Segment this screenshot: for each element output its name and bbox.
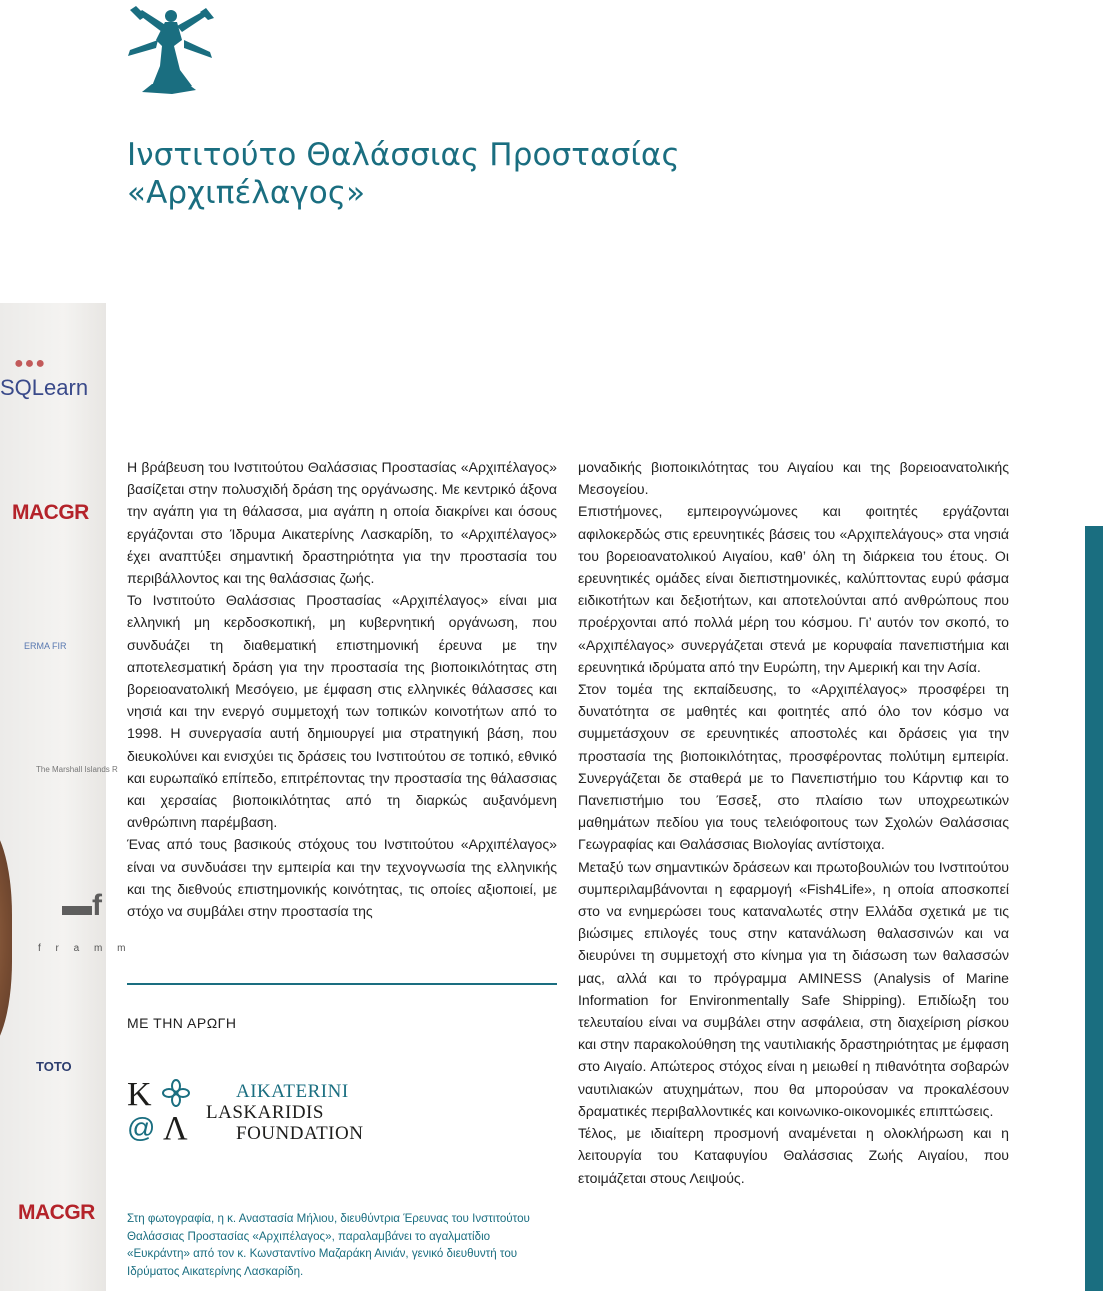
right-column [578, 456, 1009, 1189]
sponsor-fr-text: f r a m m [38, 943, 132, 954]
divider [127, 983, 557, 985]
paragraph: Επιστήμονες, εμπειρογνώμονες και φοιτητές εργάζονται αφιλοκερδώς στις ερευνητικές βάσεις του «Αρχιπελάγους» στα νησιά του βορειοανατολικού Αιγαίου, καθ’ όλη τη διάρκεια του έτους. Οι ερευνητικές ομάδες είναι διεπιστημονικές, καλύπτοντας ευρύ φάσμα ειδικοτήτων και δεξιοτήτων, και αποτελούνται από ανθρώπους που προέρχονται από πολλά μέρη του κόσμου. Γι’ αυτόν τον σκοπό, το «Αρχιπέλαγος» συνεργάζεται στενά με κορυφαία πανεπιστήμια και ερευνητικά ιδρύματα από την Ευρώπη, την Αμερική και την Ασία. [578, 503, 1009, 675]
paragraph: Η βράβευση του Ινστιτούτου Θαλάσσιας Προστασίας «Αρχιπέλαγος» βασίζεται στην πολυσχιδή δράση της οργάνωσης. Με κεντρικό άξονα την αγάπη για τη θάλασσα, μια αγάπη η οποία διακρίνει και όσους εργάζονται στο Ίδρυμα Αικατερίνης Λασκαρίδη, το «Αρχιπέλαγος» έχει αναπτύξει σημαντική δραστηριότητα για την προστασία του περιβάλλοντος και της θαλάσσιας ζωής. [127, 459, 557, 587]
foundation-line-1: AIKATERINI [236, 1081, 349, 1102]
page-title [127, 136, 680, 212]
sponsor-erma: ERMA FIR [24, 641, 67, 651]
sponsor-macgregor-top: MACGR [12, 501, 89, 524]
sponsor-marshall: The Marshall Islands R [36, 765, 118, 774]
monogram-at: @ [127, 1112, 156, 1143]
sponsor-sqlearn: SQLearn [0, 375, 89, 400]
sponsor-fr-logo-icon: ▬f [62, 889, 102, 922]
title-line-2: «Αρχιπέλαγος» [127, 175, 366, 211]
left-column [127, 456, 557, 922]
sponsor-macgregor-bottom: MACGR [18, 1201, 95, 1224]
monogram-k: Κ [127, 1076, 152, 1113]
flower-icon [161, 1078, 191, 1108]
paragraph: Στον τομέα της εκπαίδευσης, το «Αρχιπέλαγος» προσφέρει τη δυνατότητα σε μαθητές και φοιτητές από όλο τον κόσμο να συμμετάσχουν σε ερευνητικές αποστολές και δράσεις για την προστασία της βιοποικιλότητας, προσφέροντας πολύτιμη εμπειρία. Συνεργάζεται δε σταθερά με το Πανεπιστήμιο του Κάρντιφ και το Πανεπιστήμιο του Έσσεξ, στο πλαίσιο των υποχρεωτικών μαθημάτων πεδίου για τους τελειόφοιτους των Σχολών Θαλάσσιας Γεωγραφίας και Θαλάσσιας Βιολογίας αντίστοιχα. [578, 681, 1009, 853]
title-line-1: Ινστιτούτο Θαλάσσιας Προστασίας [127, 137, 680, 173]
paragraph: Το Ινστιτούτο Θαλάσσιας Προστασίας «Αρχιπέλαγος» είναι μια ελληνική μη κερδοσκοπική, μη κυβερνητική οργάνωση, που συνδυάζει τη διαθεματική επιστημονική έρευνα με την αποτελεσματική δράση για την προστασία της βιοποικιλότητας στη βορειοανατολική Μεσόγειο, με έμφαση στις ελληνικές θάλασσες και νησιά και την ενεργό συμμετοχή των τοπικών κοινοτήτων από το 1998. Η συνεργασία αυτή δημιουργεί μια στρατηγική βάση, που διευκολύνει και ενισχύει τις δράσεις του Ινστιτούτου σε τοπικό, εθνικό και ευρωπαϊκό επίπεδο, επιτρέποντας την προστασία της θάλασσιας και χερσαίας βιοποικιλότητας από τη διαρκώς αυξανόμενη ανθρώπινη παρέμβαση. [127, 592, 557, 831]
photo-caption: Στη φωτογραφία, η κ. Αναστασία Μήλιου, διευθύντρια Έρευνας του Ινστιτούτου Θαλάσσιας Προστασίας «Αρχιπέλαγος», παραλαμβάνει το αγαλματίδιο «Ευκράντη» από τον κ. Κωνσταντίνο Μαζαράκη Αινιάν, γενικό διευθυντή του Ιδρύματος Αικατερίνης Λασκαρίδη. [127, 1212, 530, 1278]
side-accent-bar [1085, 526, 1103, 1291]
foundation-monogram [127, 1076, 193, 1146]
paragraph: Ένας από τους βασικούς στόχους του Ινστιτούτου «Αρχιπέλαγος» είναι να συνδυάσει την εμπειρία και την τεχνογνωσία της ελληνικής και της διεθνούς επιστημονικής κοινότητας, τις οποίες αξιοποιεί, με στόχο να συμβάλει στην προστασία της [127, 836, 557, 920]
eukranti-figure-icon [122, 0, 220, 96]
paragraph: μοναδικής βιοποικιλότητας του Αιγαίου και της βορειοανατολικής Μεσογείου. [578, 459, 1009, 498]
foundation-line-2: LASKARIDIS [206, 1102, 324, 1123]
photo-person [0, 823, 12, 1053]
support-label: ΜΕ ΤΗΝ ΑΡΩΓΗ [127, 1015, 237, 1031]
paragraph: Μεταξύ των σημαντικών δράσεων και πρωτοβουλιών του Ινστιτούτου συμπεριλαμβάνονται η εφαρμογή «Fish4Life», η οποία αποσκοπεί στο να ενημερώσει τους καταναλωτές στην Ελλάδα σχετικά με τις βιώσιμες επιλογές τους στην κατανάλωση θαλασσινών και να διευρύνει τη συμμετοχή στο κίνημα για τη διάσωση των θαλασσών μας, αλλά και το πρόγραμμα AMINESS (Analysis of Marine Information for Environmentally Safe Shipping). Επιδίωξη του τελευταίου είναι να συμβάλει στην ασφάλεια, στη διαχείριση ρίσκου και στην παρακολούθηση της ναυτιλιακής δραστηριότητας με έμφαση στο Αιγαίο. Απώτερος στόχος είναι η μειωθεί η πιθανότητα σοβαρών ναυτιλιακών ατυχημάτων, που θα μπορούσαν να προκαλέσουν δραματικές περιβαλλοντικές και κοινωνικο-οικονομικές επιπτώσεις. [578, 858, 1009, 1119]
award-photo [0, 303, 132, 1291]
foundation-name [206, 1081, 363, 1144]
monogram-lambda: Λ [163, 1110, 188, 1147]
paragraph: Τέλος, με ιδιαίτερη προσμονή αναμένεται η ολοκλήρωση και η λειτουργία του Καταφυγίου Θαλάσσιας Ζωής Αιγαίου, που ετοιμάζεται στους Λειψούς. [578, 1125, 1009, 1186]
sqlearn-logo-icon: ●●● [14, 355, 46, 372]
sponsor-toto: TOTO [36, 1059, 72, 1074]
foundation-line-3: FOUNDATION [236, 1123, 364, 1144]
